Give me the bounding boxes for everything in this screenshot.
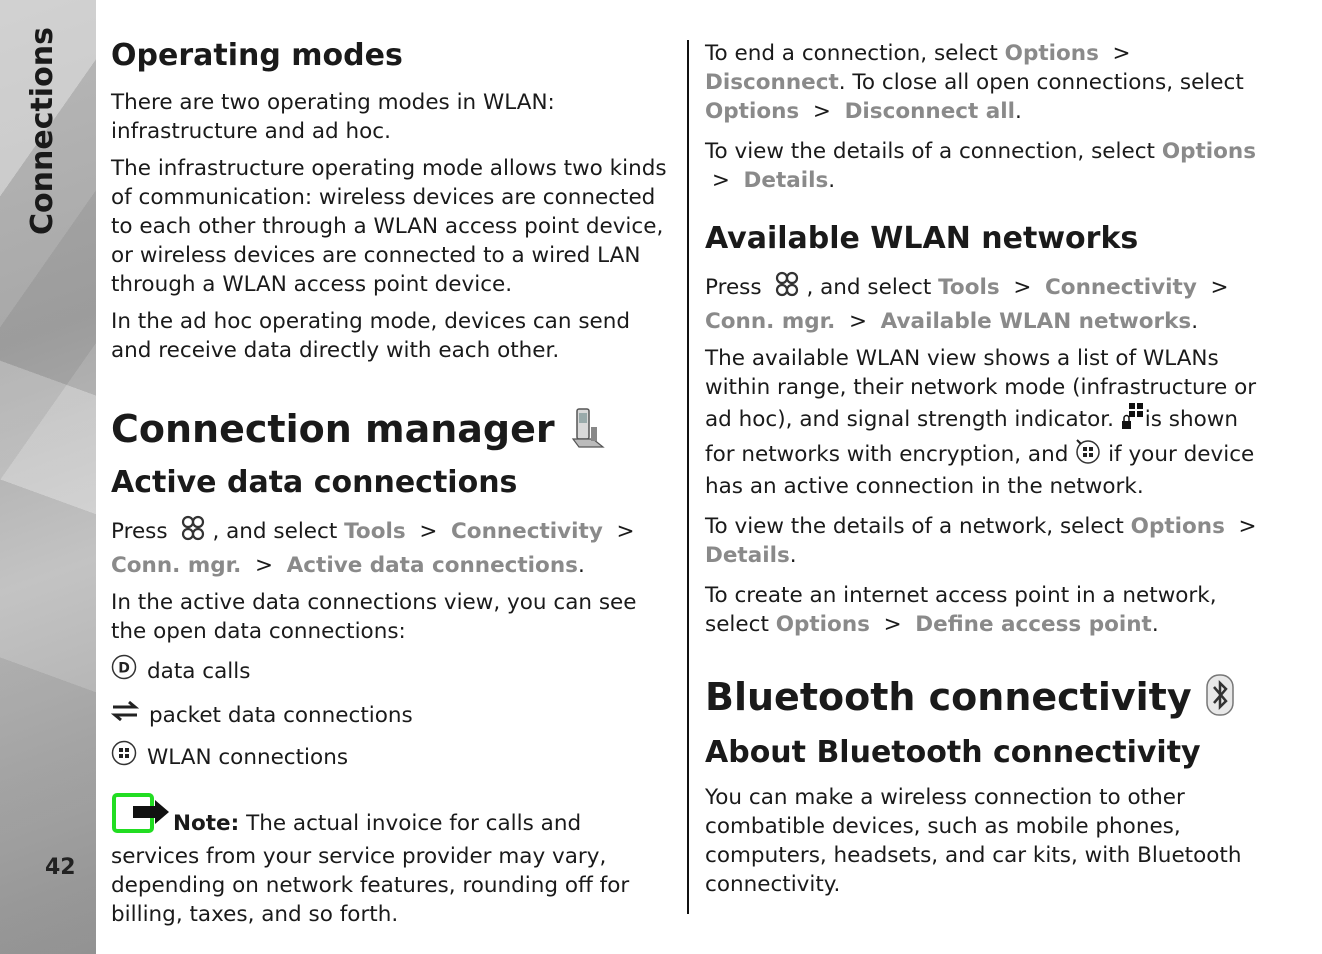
paragraph: You can make a wireless connection to other combatible devices, such as mobile phones, computers, headsets, and car kits, with Bluetooth connectivity. xyxy=(705,785,1242,897)
list-item: WLAN connections xyxy=(111,740,675,774)
data-call-icon xyxy=(111,654,137,688)
encryption-icon xyxy=(1121,402,1145,438)
paragraph-view-details: To view the details of a connection, select Options > Details. xyxy=(705,139,1257,193)
menu-path-conn-mgr: Conn. mgr. xyxy=(111,553,242,578)
heading-about-bluetooth: About Bluetooth connectivity xyxy=(705,735,1201,770)
note-label: Note: xyxy=(173,811,240,836)
paragraph: There are two operating modes in WLAN: infrastructure and ad hoc. xyxy=(111,90,555,144)
menu-key-icon xyxy=(178,513,208,551)
sidebar-band xyxy=(0,0,96,954)
menu-path-connectivity: Connectivity xyxy=(451,519,603,544)
left-column xyxy=(111,36,675,929)
heading-available-wlan: Available WLAN networks xyxy=(705,221,1139,256)
paragraph-wlan-path: Press , and select Tools > Connectivity > Conn. mgr. > Available WLAN networks. xyxy=(705,269,1270,336)
list-item: packet data connections xyxy=(111,698,675,732)
paragraph-active-path: Press , and select Tools > Connectivity > Conn. mgr. > Active data connections. xyxy=(111,513,675,580)
page-number: 42 xyxy=(45,855,76,880)
packet-data-icon xyxy=(111,698,139,732)
heading-active-data-connections: Active data connections xyxy=(111,465,518,500)
paragraph: In the active data connections view, you can see the open data connections: xyxy=(111,590,637,644)
list-item: D data calls xyxy=(111,654,675,688)
heading-connection-manager-row xyxy=(111,405,675,453)
paragraph: The infrastructure operating mode allows two kinds of communication: wireless devices are connected to each other through a WLAN access point device, or wireless devices are connected to a wired LAN through a WLAN access point device. xyxy=(111,156,667,297)
column-divider xyxy=(687,40,689,914)
paragraph-wlan-view: The available WLAN view shows a list of WLANs within range, their network mode (infrastructure or ad hoc), and signal strength indicator. is shown for networks with encryption, and if your device has an active connection in the network. xyxy=(705,346,1257,499)
wlan-icon xyxy=(111,740,137,774)
paragraph: In the ad hoc operating mode, devices can send and receive data directly with each other. xyxy=(111,309,631,363)
paragraph-network-details: To view the details of a network, select Options > Details. xyxy=(705,514,1257,568)
active-connection-icon xyxy=(1075,438,1101,472)
connection-manager-icon xyxy=(569,405,605,453)
heading-connection-manager: Connection manager xyxy=(111,407,555,451)
heading-operating-modes: Operating modes xyxy=(111,38,403,73)
section-title-vertical: Connections xyxy=(25,27,60,235)
paragraph-end-connection: To end a connection, select Options > Disconnect. To close all open connections, select Options > Disconnect all. xyxy=(705,41,1244,124)
paragraph-create-access-point: To create an internet access point in a network, select Options > Define access point. xyxy=(705,583,1217,637)
menu-key-icon xyxy=(772,269,802,307)
note-paragraph: Note: The actual invoice for calls and services from your service provider may vary, depending on network features, rounding off for billing, taxes, and so forth. xyxy=(111,792,675,929)
menu-path-active-data: Active data connections xyxy=(286,553,578,578)
bluetooth-icon xyxy=(1204,673,1236,721)
right-column xyxy=(705,36,1270,899)
heading-bluetooth: Bluetooth connectivity xyxy=(705,675,1192,719)
menu-path-tools: Tools xyxy=(344,519,406,544)
note-icon xyxy=(111,792,173,842)
heading-bluetooth-row xyxy=(705,673,1270,721)
svg-text:D: D xyxy=(118,660,130,677)
